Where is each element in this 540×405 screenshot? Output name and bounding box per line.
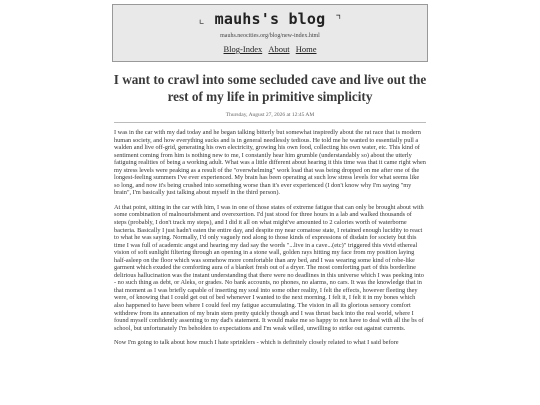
blog-url: mauhs.neocities.org/blog/new-index.html [220, 33, 320, 39]
post-paragraph-2: At that point, sitting in the car with him, I was in one of those states of extreme fatigue that can only be brought about with some combination of malnourishment and overexertion. I'd just stood for three hours in a lab and walked thousands of steps (probably, I don't track my steps), and I did it all on what might've amounted to 2 calories worth of waterborne bacteria. Basically I just hadn't eaten the entire day, and despite my near comatose state, I retained enough lucidity to react to what he was saying. Normally, I'd only vaguely nod along to those kinds of expressions of disdain for society but this time I was full of academic angst and hearing my dad say the words "...live in a cave...(etc)" triggered this vivid ethereal vision of soft sunlight filtering through an opening in a stone wall, golden rays hitting my face from my position laying half-asleep on the floor which was somehow more comfortable than any bed, and I was wearing some kind of robe-like garment which exuded the comforting aura of a blanket fresh out of a dryer. The most comforting part of this borderline delirious hallucination was the instant understanding that there were no deadlines in this universe which I was peeking into - no such thing as debt, or Aleks, or grades. No bank accounts, no phones, no alarms, no cars. It was the knowledge that in that moment as I was briefly capable of inserting my soul into some other reality, I felt the effects, however fleeting they were, of knowing that I could get out of bed whenever I wanted to the next morning. I felt it, I felt it in my bones which also happened to have been where I could feel my fatigue accumulating. The vision in all its glorious sensory comfort withdrew from its annexation of my brain stem pretty quickly though and I was thrust back into the real world, where I found myself confidently assenting to my dad's statement. It would make me so happy to not have to deal with all the bs of school, but unfortunately I'm beholden to expectations and I'm weak willed, unwilling to strike out against currents. [114, 203, 424, 332]
blog-header [112, 4, 428, 62]
nav-link-home[interactable]: Home [295, 44, 317, 54]
post-date: Thursday, August 27, 2026 at 12:45 AM [225, 112, 315, 118]
post-paragraph-3: Now I'm going to talk about how much I hate sprinklers - which is definitely closely related to what I said before [114, 339, 399, 347]
corner-right-icon: ⌝ [334, 12, 343, 26]
post-paragraph-1: I was in the car with my dad today and he began talking bitterly but somewhat inspiredly about the rat race that is modern human society, and how everything sucks and is in general needlessly tedious. He told me he wanted to essentially pull a walden and live off-grid, generating his own electricity, growing his own food, collecting his own water, etc. This kind of sentiment coming from him is nothing new to me, I constantly hear him grumble (understandably so) about the utterly fatiguing realities of being a working adult. What was a little different about hearing it this time was that it came right when my stress levels were peaking as a result of the "overwhelming" work load that was being dropped on me after one of the longest-feeling summers I've ever experienced. My brain has been operating at such low stress levels for what seems like so long, and now it's being crushed into something worse than it's ever experienced (I don't know why I'm saying "my brain", I'm basically just talking about myself in the third person). [114, 129, 426, 197]
corner-left-icon: ⌞ [197, 12, 206, 26]
divider [114, 122, 426, 123]
blog-title-text: mauhs's blog [214, 10, 326, 28]
post-body [114, 129, 426, 354]
post-title: I want to crawl into some secluded cave and live out the rest of my life in primitive simplicity [113, 72, 427, 104]
blog-title [113, 11, 427, 28]
nav-link-about[interactable]: About [268, 44, 290, 54]
blog-nav [113, 44, 427, 54]
nav-link-blog-index[interactable]: Blog-Index [223, 44, 263, 54]
